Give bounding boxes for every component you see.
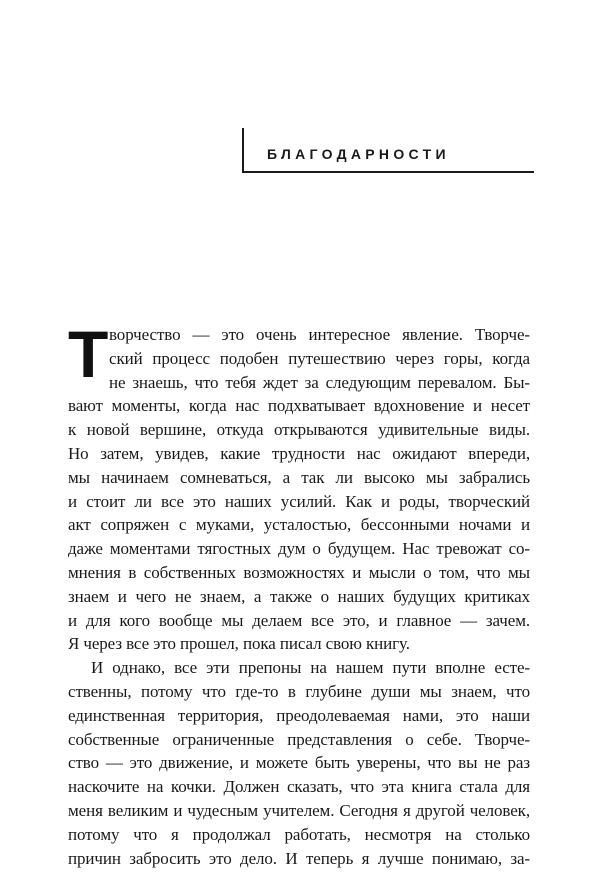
text-line: единственная территория, преодолеваемая нами, это наши xyxy=(68,705,530,725)
text-line: собственные ограниченные представления о себе. Творче- xyxy=(68,729,530,749)
text-line: причин забросить это дело. И теперь я лучше понимаю, за- xyxy=(68,848,530,868)
text-line: знаем и чего не знаем, а также о наших будущих критиках xyxy=(68,586,530,606)
text-line: потому что я продолжал работать, несмотря на столько xyxy=(68,824,530,844)
heading-horizontal-rule xyxy=(242,171,534,173)
text-line: ский процесс подобен путешествию через горы, когда xyxy=(109,348,530,368)
text-line: ственны, потому что где-то в глубине души мы знаем, что xyxy=(68,681,530,701)
text-line: наскочите на кочки. Должен сказать, что эта книга стала для xyxy=(68,777,530,797)
body-text xyxy=(68,317,530,870)
text-line: мы начинаем сомневаться, а так ли высоко мы забрались xyxy=(68,467,530,487)
drop-cap-letter: Т xyxy=(68,317,109,391)
text-line: и для кого вообще мы делаем все это, и главное — зачем. xyxy=(68,610,530,630)
text-line: Но затем, увидев, какие трудности нас ожидают впереди, xyxy=(68,443,530,463)
text-line: даже моментами тягостных дум о будущем. Нас тревожат со- xyxy=(68,539,530,559)
text-line: вают моменты, когда нас подхватывает вдохновение и несет xyxy=(68,396,530,416)
text-line: мнения в собственных возможностях и мысли о том, что мы xyxy=(68,562,530,582)
chapter-title: БЛАГОДАРНОСТИ xyxy=(267,146,450,162)
text-line: и стоит ли все это наших усилий. Как и роды, творческий xyxy=(68,491,530,511)
text-line: И однако, все эти препоны на нашем пути вполне есте- xyxy=(91,658,530,678)
text-line: ство — это движение, и можете быть уверены, что вы не раз xyxy=(68,753,530,773)
text-line: меня великим и чудесным учителем. Сегодня я другой человек, xyxy=(68,800,530,820)
text-line: к новой вершине, откуда открываются удивительные виды. xyxy=(68,420,530,440)
text-line: не знаешь, что тебя ждет за следующим перевалом. Бы- xyxy=(109,372,530,392)
text-line: Я через все это прошел, пока писал свою книгу. xyxy=(68,634,410,654)
text-line: ворчество — это очень интересное явление. Творче- xyxy=(109,325,530,344)
heading-vertical-rule xyxy=(242,128,244,172)
text-line: акт сопряжен с муками, усталостью, бессонными ночами и xyxy=(68,515,530,535)
